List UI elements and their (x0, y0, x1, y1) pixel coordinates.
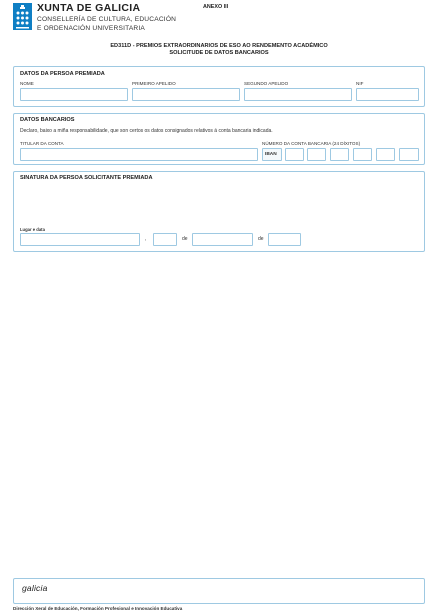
nif-field[interactable] (356, 88, 419, 101)
holder-label: TITULAR DA CONTA (20, 141, 64, 146)
footer-box (13, 578, 425, 604)
account-block-2-field[interactable] (376, 148, 395, 161)
document-title: ED311D - PREMIOS EXTRAORDINARIOS DE ESO AO RENDEMENTO ACADÉMICO (110, 43, 328, 49)
footer-organization: Dirección Xeral de Educación, Formación Profesional e Innovación Educativa (13, 606, 183, 611)
bank-section (13, 113, 425, 165)
year-field[interactable] (268, 233, 301, 246)
month-field[interactable] (192, 233, 253, 246)
department-line-1: CONSELLERÍA DE CULTURA, EDUCACIÓN (37, 16, 177, 23)
surname2-label: SEGUNDO APELIDO (244, 81, 289, 86)
place-field[interactable] (20, 233, 140, 246)
account-block-1-field[interactable] (353, 148, 372, 161)
person-section (13, 66, 425, 107)
holder-field[interactable] (20, 148, 258, 161)
account-label: NÚMERO DA CONTA BANCARIA (24 DÍXITOS) (262, 141, 361, 146)
place-date-label: Lugar e data (20, 227, 45, 232)
bank-section-title: DATOS BANCARIOS (20, 117, 75, 123)
surname1-label: PRIMEIRO APELIDO (132, 81, 176, 86)
iban-label: IBAN (265, 152, 277, 157)
surname1-field[interactable] (132, 88, 240, 101)
name-field[interactable] (20, 88, 128, 101)
account-block-3-field[interactable] (399, 148, 419, 161)
bank-entity-field[interactable] (307, 148, 326, 161)
signature-section-title: SINATURA DA PERSOA SOLICITANTE PREMIADA (20, 175, 153, 181)
nif-label: NIF (356, 81, 364, 86)
document-subtitle: SOLICITUDE DE DATOS BANCARIOS (169, 50, 269, 56)
bank-office-field[interactable] (330, 148, 349, 161)
department-line-2: E ORDENACIÓN UNIVERSITARIA (37, 24, 146, 32)
person-section-title: DATOS DA PERSOA PREMIADA (20, 71, 105, 77)
day-field[interactable] (153, 233, 177, 246)
iban-box (262, 148, 282, 161)
department-name (37, 16, 176, 33)
galicia-logo: galicia (22, 583, 48, 593)
de-separator-1: de (182, 236, 188, 242)
surname2-field[interactable] (244, 88, 352, 101)
logo-title: XUNTA DE GALICIA (37, 2, 141, 14)
bank-declaration: Declaro, baixo a miña responsabilidade, que son certos os datos consignados relativos á conta bancaria indicada. (20, 128, 273, 134)
annex-label: ANEXO III (203, 4, 229, 10)
xunta-logo-icon (13, 3, 32, 30)
de-separator-2: de (258, 236, 264, 242)
iban-check-digits-field[interactable] (285, 148, 304, 161)
signature-section (13, 171, 425, 252)
name-label: NOME (20, 81, 34, 86)
comma-separator: , (145, 236, 147, 242)
